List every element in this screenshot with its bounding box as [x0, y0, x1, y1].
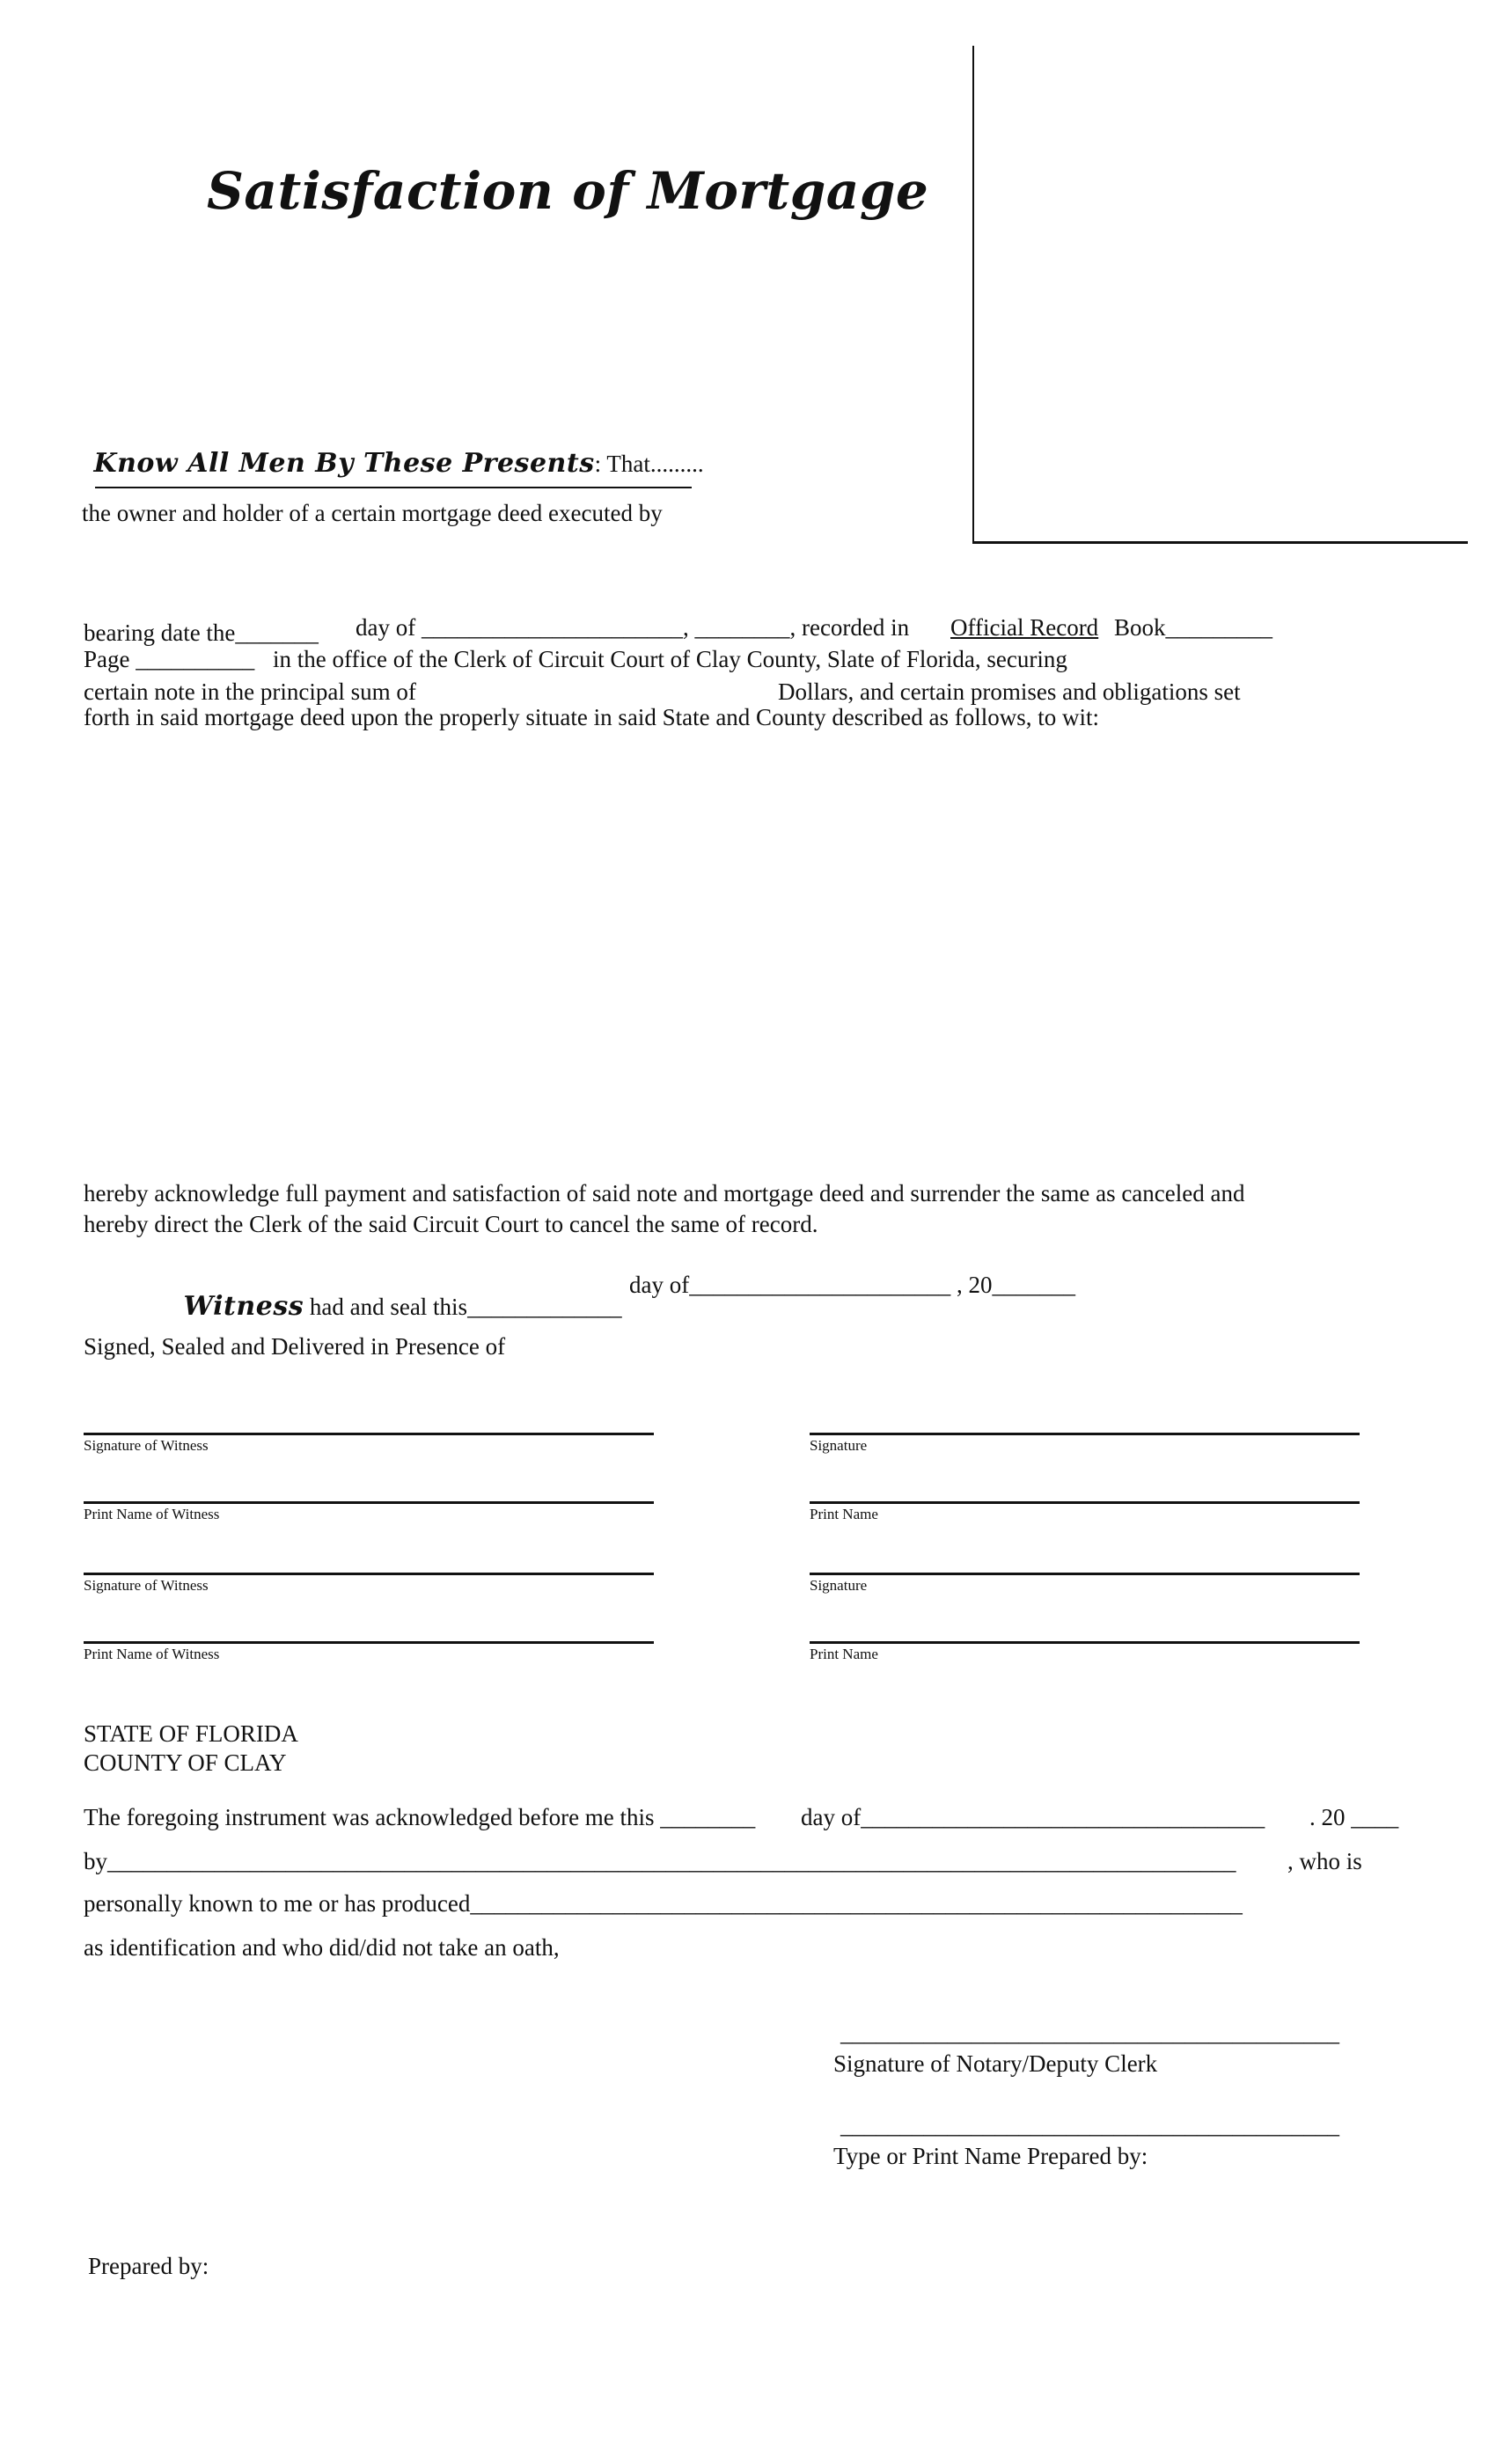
- print-name-line-1[interactable]: [810, 1501, 1360, 1504]
- witness-rest: had and seal this_____________: [309, 1294, 622, 1320]
- who-is: , who is: [1287, 1848, 1362, 1874]
- print-name-label-1: Print Name: [810, 1506, 878, 1522]
- sig-witness-label-2: Signature of Witness: [84, 1577, 209, 1594]
- note-line-a: certain note in the principal sum of: [84, 678, 416, 705]
- book-text: Book_________: [1114, 614, 1273, 641]
- that-text: : That.........: [594, 451, 704, 477]
- print-name-line-2[interactable]: [810, 1641, 1360, 1644]
- county-heading: COUNTY OF CLAY: [84, 1749, 287, 1776]
- ack-line-2: hereby direct the Clerk of the said Circuit Court to cancel the same of record.: [84, 1211, 818, 1237]
- recording-box-left-border: [972, 46, 974, 543]
- forth-line: forth in said mortgage deed upon the properly situate in said State and County described as follows, to wit:: [84, 704, 1100, 730]
- witness-heading: Witness: [183, 1291, 304, 1322]
- prepared-by: Prepared by:: [88, 2253, 209, 2279]
- note-line-b: Dollars, and certain promises and obligations set: [778, 678, 1241, 705]
- page-line-a: Page __________: [84, 646, 255, 672]
- ack-line-1: hereby acknowledge full payment and satisfaction of said note and mortgage deed and surrender the same as canceled and: [84, 1180, 1245, 1206]
- witness-print-line-2[interactable]: [84, 1641, 654, 1644]
- signature-label-2: Signature: [810, 1577, 868, 1594]
- signature-line-1[interactable]: [810, 1433, 1360, 1435]
- by-line: by_______________________________________________________________________________________________: [84, 1848, 1236, 1874]
- document-title: Satisfaction of Mortgage: [207, 161, 929, 221]
- print-name-label-2: Print Name: [810, 1646, 878, 1662]
- signed-sealed: Signed, Sealed and Delivered in Presence of: [84, 1333, 506, 1360]
- foregoing-a: The foregoing instrument was acknowledged before me this ________: [84, 1804, 756, 1830]
- witness-line: [172, 1267, 622, 1320]
- witness-day: day of______________________ , 20_______: [629, 1272, 1075, 1298]
- type-print-line[interactable]: __________________________________________: [840, 2112, 1339, 2138]
- foregoing-b: day of__________________________________: [801, 1804, 1265, 1830]
- print-witness-label-2: Print Name of Witness: [84, 1646, 220, 1662]
- page-line-b: in the office of the Clerk of Circuit Court of Clay County, Slate of Florida, securing: [273, 646, 1067, 672]
- identification-line: as identification and who did/did not take an oath,: [84, 1934, 560, 1961]
- witness-print-line-1[interactable]: [84, 1501, 654, 1504]
- witness-signature-line-1[interactable]: [84, 1433, 654, 1435]
- owner-line: the owner and holder of a certain mortgage deed executed by: [82, 500, 663, 526]
- state-heading: STATE OF FLORIDA: [84, 1720, 298, 1747]
- signature-line-2[interactable]: [810, 1573, 1360, 1575]
- personally-known: personally known to me or has produced_________________________________________________________________: [84, 1890, 1243, 1917]
- know-all-line: [82, 424, 704, 477]
- notary-signature-line[interactable]: __________________________________________: [840, 2020, 1339, 2046]
- recording-box-bottom-border: [972, 541, 1468, 544]
- type-print-label: Type or Print Name Prepared by:: [833, 2143, 1148, 2169]
- bearing-date-a: bearing date the_______: [84, 620, 319, 646]
- notary-signature-label: Signature of Notary/Deputy Clerk: [833, 2050, 1158, 2077]
- sig-witness-label-1: Signature of Witness: [84, 1437, 209, 1454]
- print-witness-label-1: Print Name of Witness: [84, 1506, 220, 1522]
- signature-label-1: Signature: [810, 1437, 868, 1454]
- official-record-text: Official Record: [950, 614, 1099, 641]
- know-all-heading: Know All Men By These Presents: [93, 448, 595, 479]
- bearing-date-b: day of ______________________, ________, recorded in: [356, 614, 910, 641]
- foregoing-c: . 20 ____: [1309, 1804, 1399, 1830]
- witness-signature-line-2[interactable]: [84, 1573, 654, 1575]
- grantor-line[interactable]: [95, 487, 692, 488]
